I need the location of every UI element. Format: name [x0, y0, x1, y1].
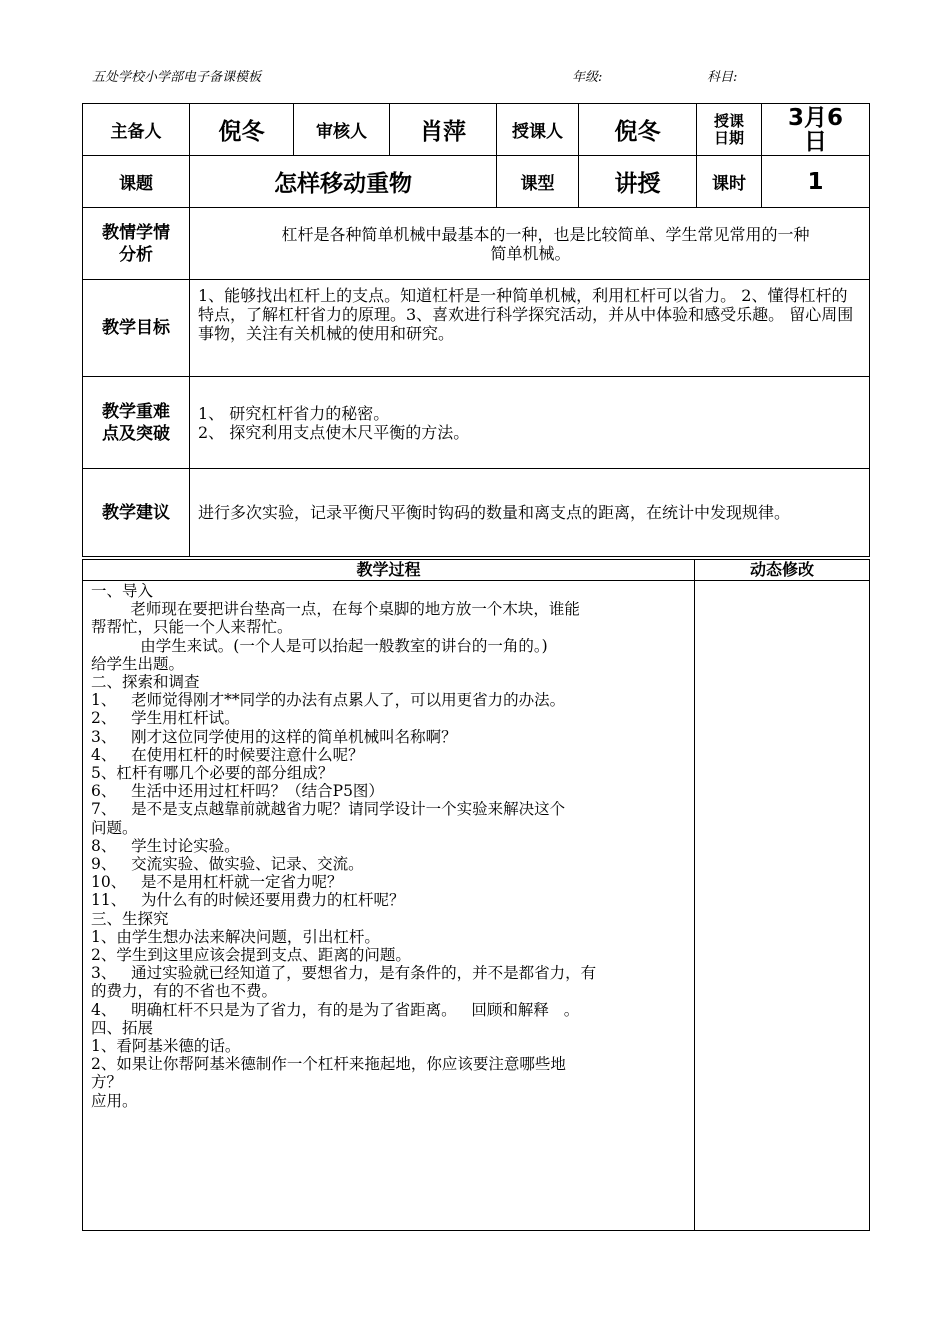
- revision-heading: 动态修改: [695, 560, 870, 581]
- process-line: 1、看阿基米德的话。: [91, 1037, 241, 1056]
- process-body-row: [83, 581, 870, 1231]
- process-line: 四、拓展: [91, 1018, 154, 1037]
- process-line: 一、导入: [91, 582, 154, 600]
- process-content: [83, 581, 695, 1231]
- template-title: 五处学校小学部电子备课模板: [92, 70, 262, 85]
- process-line: 2、如果让你帮阿基米德制作一个杠杆来拖起地，你应该要注意哪些地: [91, 1055, 566, 1074]
- reviewer-value: 肖萍: [390, 104, 497, 156]
- subject-label: 科目:: [707, 70, 738, 85]
- goals-label: 教学目标: [83, 280, 190, 377]
- analysis-row: [83, 208, 870, 280]
- lead-value: 倪冬: [190, 104, 294, 156]
- process-line: 给学生出题。: [91, 654, 185, 673]
- date-label-line-2: 日期: [713, 128, 744, 147]
- lead-label: 主备人: [83, 104, 190, 156]
- keypoints-label-line-2: 点及突破: [102, 423, 170, 444]
- process-line: 11、 为什么有的时候还要用费力的杠杆呢？: [91, 891, 405, 910]
- advice-row: [83, 469, 870, 557]
- date-value: [762, 104, 870, 156]
- hours-value: 1: [762, 156, 870, 208]
- process-line: 二、探索和调查: [91, 673, 200, 692]
- process-header-row: [83, 560, 870, 581]
- advice-label: 教学建议: [83, 469, 190, 557]
- process-line: 帮帮忙，只能一个人来帮忙。: [91, 618, 293, 637]
- date-value-line-1: 3月6: [787, 104, 843, 131]
- process-line: 的费力，有的不省也不费。: [91, 982, 278, 1001]
- analysis-label-line-2: 分析: [119, 244, 153, 265]
- process-line: 1、由学生想办法来解决问题，引出杠杆。: [91, 927, 380, 946]
- topic-label: 课题: [83, 156, 190, 208]
- keypoints-text: [190, 377, 870, 469]
- process-line: 5、杠杆有哪几个必要的部分组成？: [91, 764, 334, 783]
- reviewer-label: 审核人: [294, 104, 390, 156]
- keypoint-2: 2、 探究利用支点使木尺平衡的方法。: [198, 422, 470, 442]
- process-line: 6、 生活中还用过杠杆吗？（结合P5图）: [91, 782, 384, 801]
- advice-text: 进行多次实验，记录平衡尺平衡时钩码的数量和离支点的距离，在统计中发现规律。: [190, 469, 870, 557]
- analysis-label: [83, 208, 190, 280]
- process-line: 4、 在使用杠杆的时候要注意什么呢？: [91, 745, 364, 764]
- process-line: 问题。: [91, 818, 138, 837]
- grade-label: 年级:: [572, 70, 603, 85]
- date-label: [697, 104, 762, 156]
- lesson-info-table: [82, 103, 870, 557]
- process-line: 4、 明确杠杆不只是为了省力，有的是为了省距离。 回顾和解释 。: [91, 1000, 580, 1019]
- process-line: 3、 通过实验就已经知道了，要想省力，是有条件的，并不是都省力，有: [91, 964, 597, 983]
- process-line: 1、 老师觉得刚才**同学的办法有点累人了，可以用更省力的办法。: [91, 691, 566, 710]
- teacher-label: 授课人: [497, 104, 579, 156]
- process-line: 7、 是不是支点越靠前就越省力呢？请同学设计一个实验来解决这个: [91, 800, 566, 819]
- analysis-text: [190, 208, 870, 280]
- process-line: 三、生探究: [91, 909, 169, 928]
- process-lines: [91, 582, 688, 1110]
- goals-row: [83, 280, 870, 377]
- date-label-line-1: 授课: [713, 111, 744, 130]
- process-line: 方？: [91, 1073, 123, 1092]
- keypoints-label-line-1: 教学重难: [102, 401, 170, 422]
- process-line: 由学生来试。(一个人是可以抬起一般教室的讲台的一角的。): [91, 636, 548, 655]
- keypoints-label: [83, 377, 190, 469]
- goals-text: 1、能够找出杠杆上的支点。知道杠杆是一种简单机械，利用杠杆可以省力。 2、懂得杠杆的特点，了解杠杆省力的原理。3、喜欢进行科学探究活动，并从中体验和感受乐趣。 留心周围事物，关注有关机械的使用和研究。: [190, 280, 870, 377]
- process-line: 老师现在要把讲台垫高一点，在每个桌脚的地方放一个木块，谁能: [91, 600, 580, 619]
- info-row-topic: [83, 156, 870, 208]
- date-value-line-2: 日: [804, 128, 827, 155]
- teacher-value: 倪冬: [579, 104, 697, 156]
- hours-label: 课时: [697, 156, 762, 208]
- info-row-staff: [83, 104, 870, 156]
- analysis-line-1: 杠杆是各种简单机械中最基本的一种，也是比较简单、学生常见常用的一种: [281, 224, 810, 244]
- process-line: 10、 是不是用杠杆就一定省力呢？: [91, 873, 343, 892]
- analysis-label-line-1: 教情学情: [102, 222, 170, 243]
- process-line: 2、 学生用杠杆试。: [91, 709, 240, 728]
- keypoints-row: [83, 377, 870, 469]
- process-line: 8、 学生讨论实验。: [91, 836, 240, 855]
- process-line: 应用。: [91, 1091, 138, 1110]
- revision-content: [695, 581, 870, 1231]
- keypoint-1: 1、 研究杠杆省力的秘密。: [198, 403, 390, 423]
- topic-value: 怎样移动重物: [190, 156, 497, 208]
- teaching-process-table: [82, 559, 870, 1231]
- analysis-line-2: 简单机械。: [490, 243, 571, 263]
- process-heading: 教学过程: [83, 560, 695, 581]
- process-line: 2、学生到这里应该会提到支点、距离的问题。: [91, 946, 411, 965]
- process-line: 9、 交流实验、做实验、记录、交流。: [91, 855, 364, 874]
- type-label: 课型: [497, 156, 579, 208]
- type-value: 讲授: [579, 156, 697, 208]
- process-line: 3、 刚才这位同学使用的这样的简单机械叫名称啊？: [91, 727, 457, 746]
